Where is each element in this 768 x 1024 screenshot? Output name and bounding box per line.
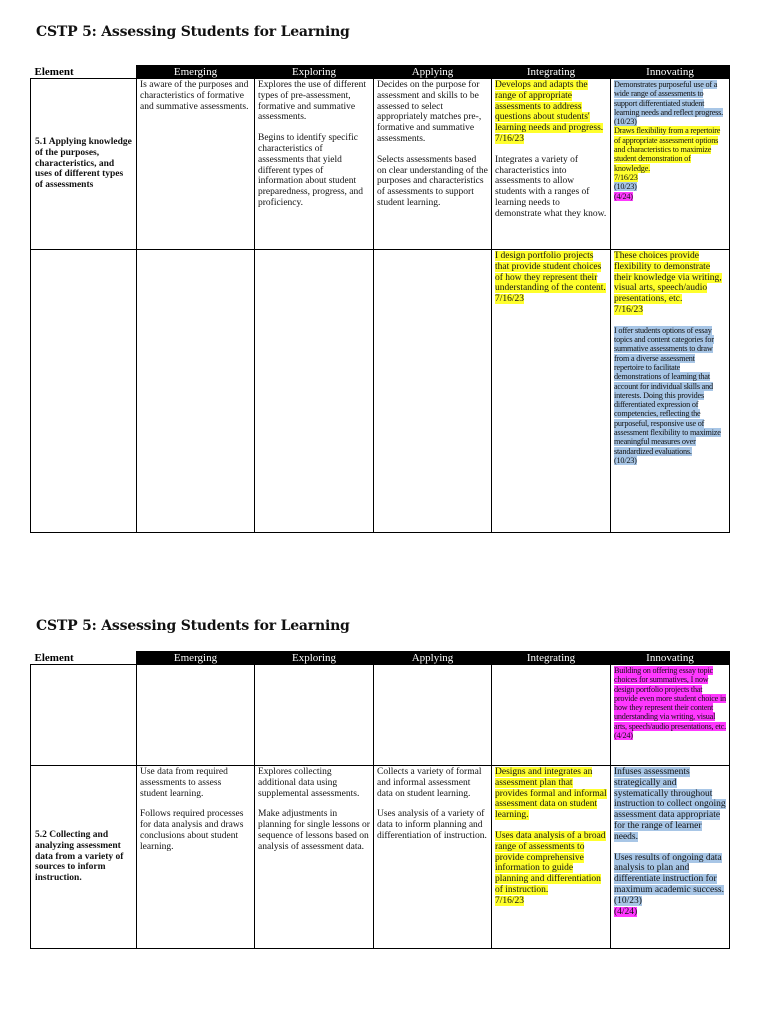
page-title: CSTP 5: Assessing Students for Learning [36, 618, 350, 634]
cell-empty [137, 665, 255, 766]
element-5-1: 5.1 Applying knowledge of the purposes, characteristics, and uses of different types of assessments [31, 79, 137, 250]
cell-emerging: Use data from required assessments to assess student learning. Follows required processes for data analysis and draws conclusions about student learning. [137, 766, 255, 949]
element-empty [31, 250, 137, 533]
cell-applying: Decides on the purpose for assessment and skills to be assessed to select appropriately matches pre-, formative and summative assessments. Selects assessments based on clear understanding of the purposes and characteristics of assessments to support student learning. [374, 79, 492, 250]
rubric-table-1 [30, 65, 730, 533]
cell-innovating: Demonstrates purposeful use of a wide range of assessments to support differentiated student learning needs and reflect progress. (10/23) Draws flexibility from a repertoire of appropriate assessment options and characteristics to maximize student demonstration of knowledge. 7/16/23 (10/23) (4/24) [611, 79, 730, 250]
rubric-table-2 [30, 651, 730, 949]
header-element: Element [31, 652, 137, 665]
cell-empty [374, 665, 492, 766]
cell-exploring: Explores the use of different types of pre-assessment, formative and summative assessments. Begins to identify specific characteristics of assessments that yield different types of information about student preparedness, progress, and proficiency. [255, 79, 374, 250]
cell-empty [492, 665, 611, 766]
header-integrating: Integrating [492, 66, 611, 79]
cell-integrating-evidence: I design portfolio projects that provide student choices of how they represent their understanding of the content. 7/16/23 [492, 250, 611, 533]
cell-emerging: Is aware of the purposes and characteristics of formative and summative assessments. [137, 79, 255, 250]
header-integrating: Integrating [492, 652, 611, 665]
cell-applying: Collects a variety of formal and informal assessment data on student learning. Uses analysis of a variety of data to inform planning and differentiation of instruction. [374, 766, 492, 949]
header-exploring: Exploring [255, 652, 374, 665]
cell-integrating: Develops and adapts the range of appropriate assessments to address questions about students' learning needs and progress. 7/16/23 Integrates a variety of characteristics into assessments to allow students with a ranges of learning needs to demonstrate what they know. [492, 79, 611, 250]
header-innovating: Innovating [611, 66, 730, 79]
cell-innovating: Infuses assessments strategically and systematically throughout instruction to collect ongoing assessment data appropriate for the range of learner needs. Uses results of ongoing data analysis to plan and differentiate instruction for maximum academic success. (10/23) (4/24) [611, 766, 730, 949]
cell-integrating: Designs and integrates an assessment plan that provides formal and informal assessment data on student learning. Uses data analysis of a broad range of assessments to provide comprehensive information to guide planning and differentiation of instruction. 7/16/23 [492, 766, 611, 949]
cell-empty [255, 250, 374, 533]
cell-exploring: Explores collecting additional data using supplemental assessments. Make adjustments in planning for single lessons or sequence of lessons based on analysis of assessment data. [255, 766, 374, 949]
cell-empty [255, 665, 374, 766]
header-applying: Applying [374, 652, 492, 665]
header-emerging: Emerging [137, 652, 255, 665]
header-exploring: Exploring [255, 66, 374, 79]
header-innovating: Innovating [611, 652, 730, 665]
page-title: CSTP 5: Assessing Students for Learning [36, 24, 350, 40]
header-element: Element [31, 66, 137, 79]
element-empty [31, 665, 137, 766]
element-5-2: 5.2 Collecting and analyzing assessment data from a variety of sources to inform instruction. [31, 766, 137, 949]
cell-innovating-evidence: Building on offering essay topic choices for summatives, I now design portfolio projects that provide even more student choice in how they represent their content understanding via writing, visual arts, speech/audio presentations, etc. (4/24) [611, 665, 730, 766]
cell-empty [137, 250, 255, 533]
header-emerging: Emerging [137, 66, 255, 79]
cell-empty [374, 250, 492, 533]
header-applying: Applying [374, 66, 492, 79]
cell-innovating-evidence: These choices provide flexibility to demonstrate their knowledge via writing, visual arts, speech/audio presentations, etc. 7/16/23 I offer students options of essay topics and content categories for summative assessments to draw from a diverse assessment repertoire to facilitate demonstrations of learning that account for individual skills and interests. Doing this provides differentiated expression of competencies, reflecting the purposeful, responsive use of assessment flexibility to maximize meaningful measures over standardized evaluations. (10/23) [611, 250, 730, 533]
